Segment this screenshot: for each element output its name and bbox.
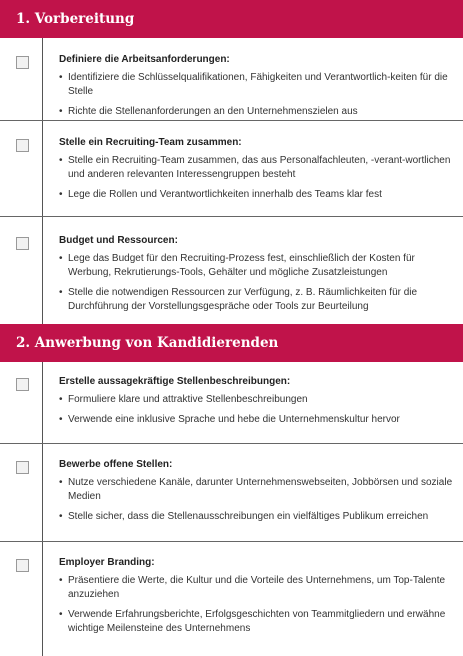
item-title: Stelle ein Recruiting-Team zusammen: (59, 137, 242, 148)
checkbox[interactable] (16, 237, 29, 250)
bullet-text: Richte die Stellenanforderungen an den Unternehmenszielen aus (68, 106, 358, 117)
column-divider (42, 362, 43, 444)
bullet-icon: • (59, 253, 63, 264)
checklist-item (0, 38, 463, 121)
bullet-point (59, 393, 455, 407)
checkbox[interactable] (16, 461, 29, 474)
column-divider (42, 38, 43, 121)
bullet-icon: • (59, 155, 63, 166)
bullet-text: Stelle sicher, dass die Stellenausschreibungen ein vielfältiges Publikum erreichen (68, 511, 429, 522)
bullet-icon: • (59, 609, 63, 620)
bullet-text: Stelle ein Recruiting-Team zusammen, das aus Personalfachleuten, -verant-wortlichen und anderen relevanten Interessengruppen besteht (68, 155, 451, 180)
bullet-point (59, 286, 455, 314)
section-title: 2. Anwerbung von Kandidierenden (16, 335, 279, 351)
column-divider (42, 121, 43, 217)
item-title: Definiere die Arbeitsanforderungen: (59, 54, 230, 65)
column-divider (42, 217, 43, 324)
item-content (59, 557, 455, 642)
bullet-point (59, 188, 455, 202)
bullet-icon: • (59, 72, 63, 83)
bullet-icon: • (59, 189, 63, 200)
bullet-icon: • (59, 106, 63, 117)
bullet-text: Nutze verschiedene Kanäle, darunter Unternehmenswebseiten, Jobbörsen und soziale Medien (68, 477, 453, 502)
checklist-item (0, 217, 463, 324)
bullet-point (59, 608, 455, 636)
bullet-text: Lege die Rollen und Verantwortlichkeiten innerhalb des Teams klar fest (68, 189, 382, 200)
bullet-point (59, 413, 455, 427)
bullet-icon: • (59, 511, 63, 522)
item-title: Budget und Ressourcen: (59, 235, 178, 246)
section-header-vorbereitung (0, 0, 463, 38)
checklist-item (0, 121, 463, 217)
bullet-point (59, 105, 455, 119)
bullet-icon: • (59, 477, 63, 488)
item-content (59, 376, 455, 433)
bullet-icon: • (59, 575, 63, 586)
bullet-point (59, 71, 455, 99)
checkbox[interactable] (16, 559, 29, 572)
checkbox[interactable] (16, 378, 29, 391)
section-header-anwerbung (0, 324, 463, 362)
item-content (59, 137, 455, 208)
checkbox[interactable] (16, 139, 29, 152)
checklist-item (0, 542, 463, 656)
bullet-point (59, 510, 455, 524)
bullet-text: Präsentiere die Werte, die Kultur und die Vorteile des Unternehmens, um Top-Talente anzuziehen (68, 575, 446, 600)
checklist-item (0, 362, 463, 444)
bullet-point (59, 574, 455, 602)
item-title: Employer Branding: (59, 557, 155, 568)
bullet-point (59, 154, 455, 182)
bullet-text: Lege das Budget für den Recruiting-Prozess fest, einschließlich der Kosten für Werbung, Rekrutierungs-Tools, Gehälter und mögliche Zusatzleistungen (68, 253, 415, 278)
bullet-icon: • (59, 414, 63, 425)
item-content (59, 235, 455, 320)
checkbox[interactable] (16, 56, 29, 69)
bullet-text: Formuliere klare und attraktive Stellenbeschreibungen (68, 394, 308, 405)
bullet-icon: • (59, 287, 63, 298)
item-title: Bewerbe offene Stellen: (59, 459, 173, 470)
item-content (59, 54, 455, 125)
bullet-text: Verwende eine inklusive Sprache und hebe die Unternehmenskultur hervor (68, 414, 400, 425)
column-divider (42, 444, 43, 542)
bullet-point (59, 476, 455, 504)
bullet-text: Verwende Erfahrungsberichte, Erfolgsgeschichten von Teammitgliedern und erwähne wichtige Meilensteine des Unternehmens (68, 609, 446, 634)
column-divider (42, 542, 43, 656)
item-title: Erstelle aussagekräftige Stellenbeschreibungen: (59, 376, 291, 387)
bullet-point (59, 252, 455, 280)
bullet-icon: • (59, 394, 63, 405)
checklist-item (0, 444, 463, 542)
bullet-text: Stelle die notwendigen Ressourcen zur Verfügung, z. B. Räumlichkeiten für die Durchführung der Vorstellungsgespräche oder Tools zur Beurteilung (68, 287, 418, 312)
section-title: 1. Vorbereitung (16, 11, 135, 27)
bullet-text: Identifiziere die Schlüsselqualifikationen, Fähigkeiten und Verantwortlich-keiten für die Stelle (68, 72, 448, 97)
item-content (59, 459, 455, 530)
